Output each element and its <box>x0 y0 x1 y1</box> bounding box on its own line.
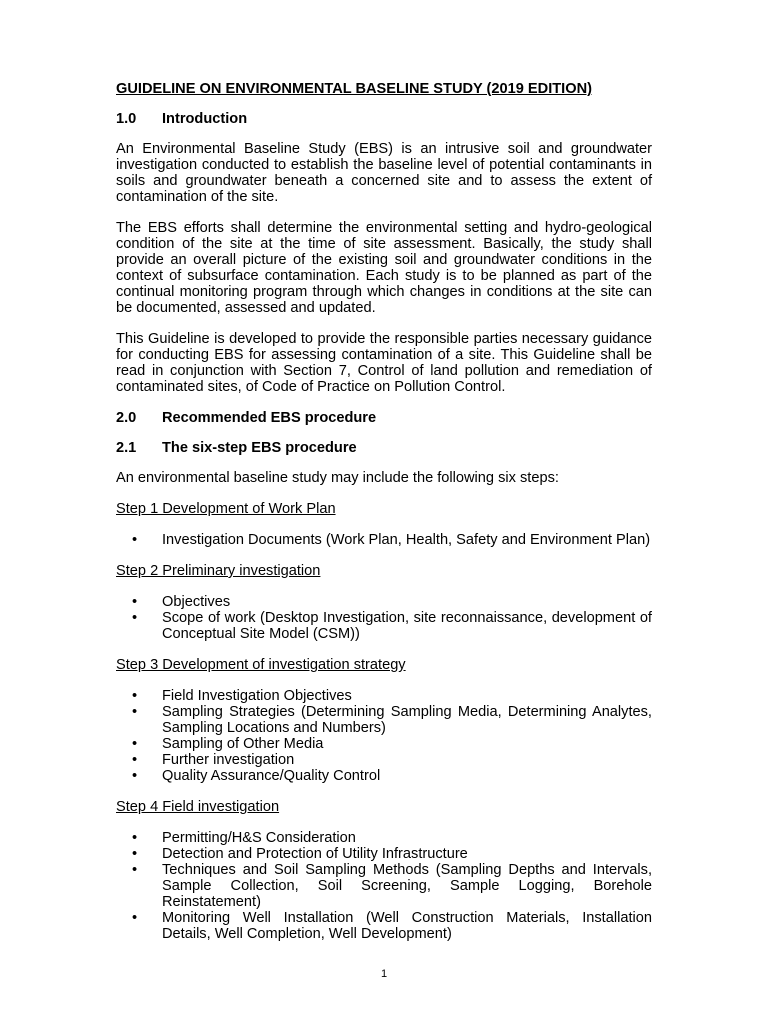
list-item: • Sampling Strategies (Determining Sampling Media, Determining Analytes, Sampling Locations and Numbers) <box>132 704 652 736</box>
bullet-icon: • <box>132 768 138 784</box>
list-item: • Quality Assurance/Quality Control <box>132 768 381 784</box>
step-4-title: Step 4 Field investigation <box>116 799 280 815</box>
step-2-list <box>116 594 652 642</box>
intro-paragraph-1: An Environmental Baseline Study (EBS) is an intrusive soil and groundwater investigation conducted to establish the baseline level of potential contaminants in soils and groundwater beneath a concerned site and to assess the extent of contamination of the site. <box>116 141 652 205</box>
bullet-icon: • <box>132 532 138 548</box>
list-item: • Permitting/H&S Consideration <box>132 830 356 846</box>
bullet-icon: • <box>132 594 138 610</box>
section-number: 1.0 <box>116 111 137 127</box>
list-item: • Sampling of Other Media <box>132 736 324 752</box>
bullet-icon: • <box>132 846 138 862</box>
list-item: • Investigation Documents (Work Plan, Health, Safety and Environment Plan) <box>132 532 651 548</box>
section-number: 2.0 <box>116 410 137 426</box>
step-3-list <box>116 688 652 784</box>
step-2-title: Step 2 Preliminary investigation <box>116 563 321 579</box>
list-item: • Further investigation <box>132 752 295 768</box>
bullet-icon: • <box>132 910 138 926</box>
list-item: • Field Investigation Objectives <box>132 688 352 704</box>
intro-paragraph-2: The EBS efforts shall determine the environmental setting and hydro-geological condition of the site at the time of site assessment. Basically, the study shall provide an overall picture of the existing soil and groundwater conditions in the context of subsurface contamination. Each study is to be planned as part of the continual monitoring program through which changes in conditions at the site can be documented, assessed and updated. <box>116 220 652 316</box>
list-item: • Scope of work (Desktop Investigation, site reconnaissance, development of Conceptual Site Model (CSM)) <box>132 610 652 642</box>
list-item: • Detection and Protection of Utility Infrastructure <box>132 846 468 862</box>
bullet-icon: • <box>132 688 138 704</box>
bullet-icon: • <box>132 736 138 752</box>
section-heading-text: Recommended EBS procedure <box>162 410 377 426</box>
section-heading-introduction <box>116 111 652 127</box>
section-heading-text: The six-step EBS procedure <box>162 440 357 456</box>
bullet-icon: • <box>132 862 138 878</box>
list-item: • Objectives <box>132 594 231 610</box>
list-item: • Techniques and Soil Sampling Methods (Sampling Depths and Intervals, Sample Collection, Soil Screening, Sample Logging, Borehole Reinstatement) <box>132 862 652 910</box>
step-4-list <box>116 830 652 942</box>
step-3-title: Step 3 Development of investigation strategy <box>116 657 406 673</box>
section-heading-six-step <box>116 440 652 456</box>
step-1-title: Step 1 Development of Work Plan <box>116 501 336 517</box>
step-1-list <box>116 532 652 548</box>
section-heading-text: Introduction <box>162 111 248 127</box>
intro-paragraph-3: This Guideline is developed to provide the responsible parties necessary guidance for conducting EBS for assessing contamination of a site. This Guideline shall be read in conjunction with Section 7, Control of land pollution and remediation of contaminated sites, of Code of Practice on Pollution Control. <box>116 331 652 395</box>
document-title: GUIDELINE ON ENVIRONMENTAL BASELINE STUDY (2019 EDITION) <box>116 81 592 97</box>
document-page <box>116 81 652 957</box>
list-item: • Monitoring Well Installation (Well Construction Materials, Installation Details, Well Completion, Well Development) <box>132 910 652 942</box>
bullet-icon: • <box>132 752 138 768</box>
bullet-icon: • <box>132 830 138 846</box>
page-number: 1 <box>380 968 388 980</box>
section-number: 2.1 <box>116 440 137 456</box>
bullet-icon: • <box>132 704 138 720</box>
section-heading-procedure <box>116 410 652 426</box>
six-step-intro: An environmental baseline study may include the following six steps: <box>116 470 559 486</box>
bullet-icon: • <box>132 610 138 626</box>
